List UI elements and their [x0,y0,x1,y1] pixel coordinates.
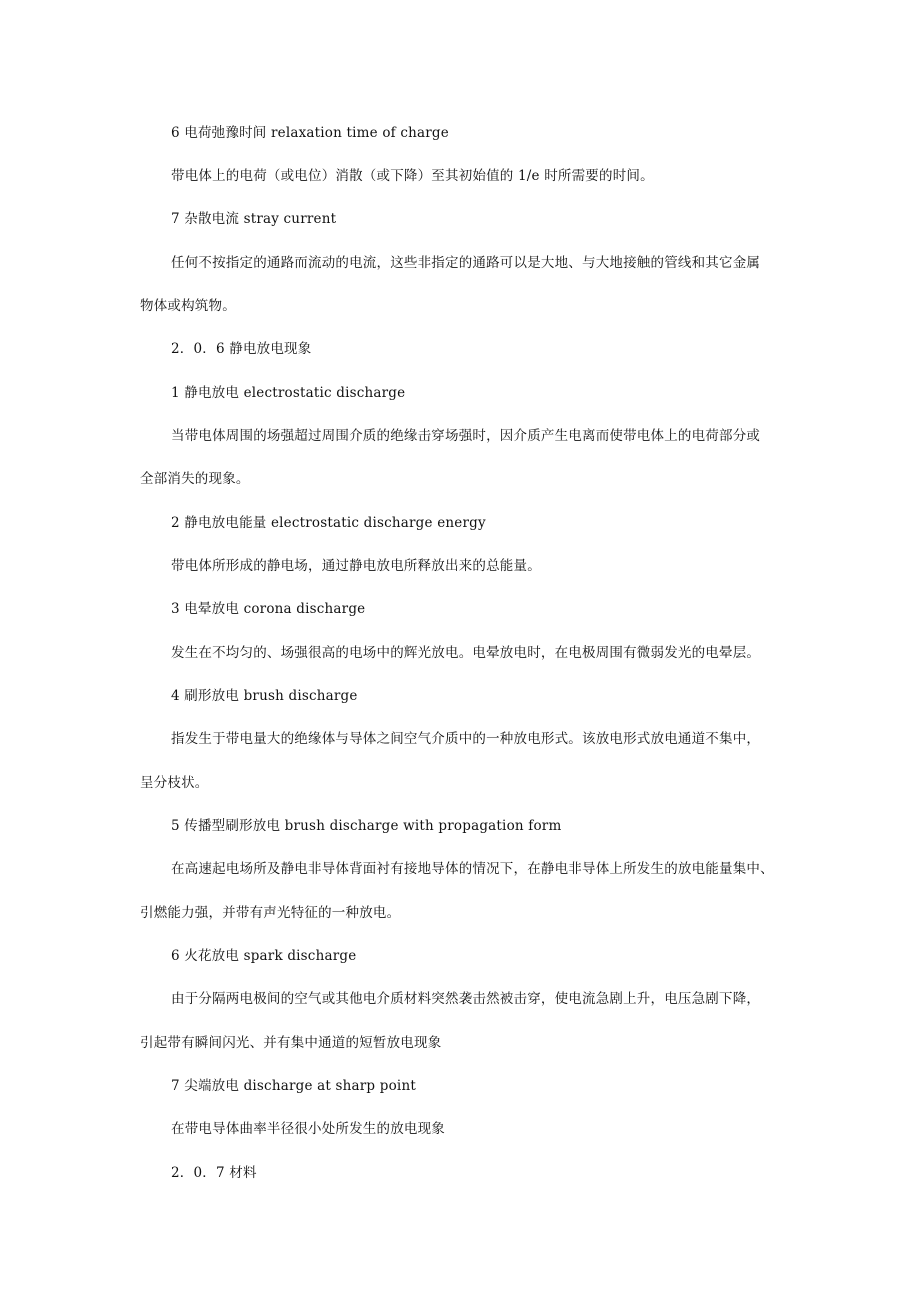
definition-paragraph: 在高速起电场所及静电非导体背面衬有接地导体的情况下，在静电非导体上所发生的放电能量集中、 [171,861,774,877]
section-heading: 2．0．7 材料 [171,1165,257,1181]
definition-paragraph: 当带电体周围的场强超过周围介质的绝缘击穿场强时，因介质产生电离而使带电体上的电荷部分或 [171,428,761,444]
term-heading: 2 静电放电能量 electrostatic discharge energy [171,515,486,531]
definition-continuation: 呈分枝状。 [140,775,209,791]
definition-paragraph: 发生在不均匀的、场强很高的电场中的辉光放电。电晕放电时，在电极周围有微弱发光的电晕层。 [171,645,761,661]
definition-paragraph: 由于分隔两电极间的空气或其他电介质材料突然袭击然被击穿，使电流急剧上升，电压急剧下降， [171,991,761,1007]
term-heading: 5 传播型刷形放电 brush discharge with propagation form [171,818,562,834]
term-heading: 1 静电放电 electrostatic discharge [171,385,406,401]
definition-paragraph: 带电体上的电荷（或电位）消散（或下降）至其初始值的 1/e 时所需要的时间。 [171,168,654,184]
definition-continuation: 引起带有瞬间闪光、并有集中通道的短暂放电现象 [140,1035,442,1051]
definition-continuation: 物体或构筑物。 [140,298,236,314]
term-heading: 7 杂散电流 stray current [171,211,337,227]
term-heading: 6 火花放电 spark discharge [171,948,357,964]
definition-paragraph: 在带电导体曲率半径很小处所发生的放电现象 [171,1121,445,1137]
definition-continuation: 全部消失的现象。 [140,471,250,487]
definition-paragraph: 指发生于带电量大的绝缘体与导体之间空气介质中的一种放电形式。该放电形式放电通道不集中， [171,731,761,747]
definition-continuation: 引燃能力强，并带有声光特征的一种放电。 [140,905,401,921]
term-heading: 4 刷形放电 brush discharge [171,688,358,704]
term-heading: 7 尖端放电 discharge at sharp point [171,1078,416,1094]
definition-paragraph: 任何不按指定的通路而流动的电流，这些非指定的通路可以是大地、与大地接触的管线和其它金属 [171,255,761,271]
term-heading: 3 电晕放电 corona discharge [171,601,366,617]
section-heading: 2．0．6 静电放电现象 [171,341,312,357]
definition-paragraph: 带电体所形成的静电场，通过静电放电所释放出来的总能量。 [171,558,541,574]
term-heading: 6 电荷弛豫时间 relaxation time of charge [171,125,449,141]
